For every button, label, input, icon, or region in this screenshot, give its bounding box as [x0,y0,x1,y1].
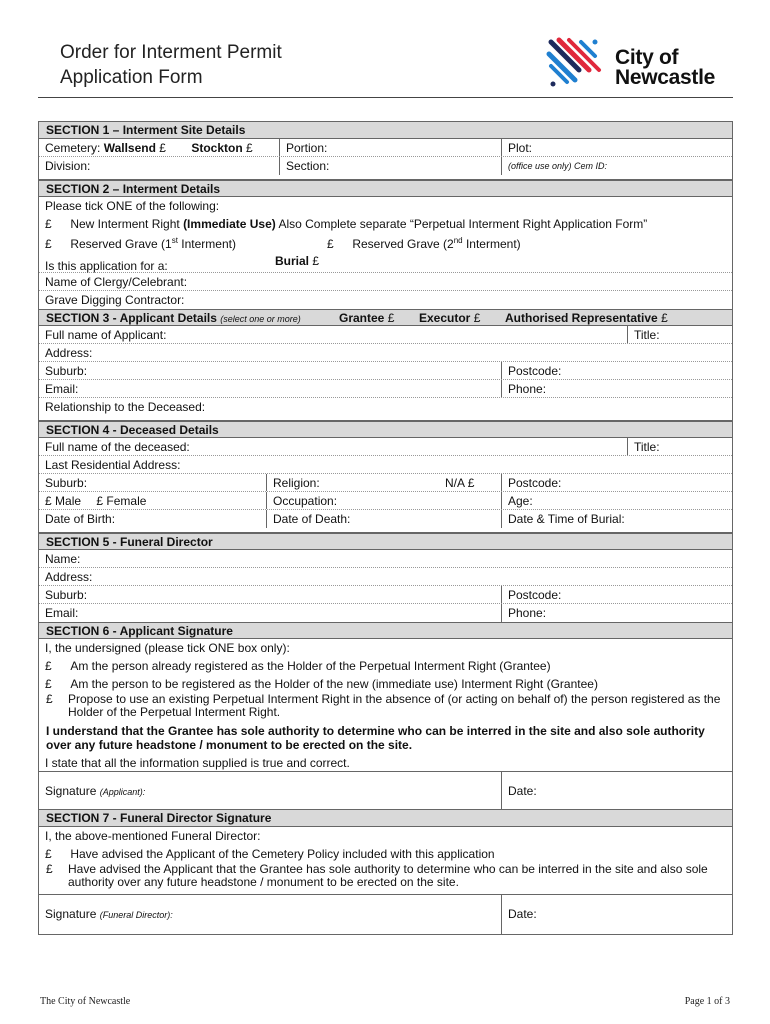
applicant-phone-field[interactable]: Phone: [501,380,734,397]
burial-time-field[interactable]: Date & Time of Burial: [501,510,734,528]
section-6-heading: SECTION 6 - Applicant Signature [39,622,732,639]
fd-suburb-row [39,586,732,604]
fd-phone-field[interactable]: Phone: [501,604,734,622]
fd-email-field[interactable]: Email: [45,606,79,620]
deceased-name-row [39,438,732,456]
reserved-2nd-checkbox[interactable]: £ [327,237,334,251]
applicant-title-field[interactable]: Title: [627,326,734,343]
s6-opt2-checkbox[interactable]: £ [45,677,52,691]
male-checkbox[interactable]: £ [45,494,52,508]
reserved-1st-checkbox[interactable]: £ [45,237,52,251]
deceased-title-field[interactable]: Title: [627,438,734,455]
fd-name-field[interactable]: Name: [39,550,732,568]
new-interment-option: £ New Interment Right (Immediate Use) Also Complete separate “Perpetual Interment Right Application Form” [45,217,648,231]
gender-field: £ Male £ Female [45,494,147,508]
relationship-field[interactable]: Relationship to the Deceased: [45,400,206,414]
cemetery-field: Cemetery: Wallsend £ Stockton £ [45,141,253,155]
page-title [60,40,282,90]
section-1-heading: SECTION 1 – Interment Site Details [39,122,732,139]
deceased-suburb-field[interactable]: Suburb: [45,476,88,490]
fd-signature-field[interactable]: Signature (Funeral Director): [45,907,173,921]
fd-email-row [39,604,732,622]
cem-id-field: (office use only) Cem ID: [501,157,734,175]
s6-opt1-checkbox[interactable]: £ [45,659,52,673]
applicant-signature-field[interactable]: Signature (Applicant): [45,784,146,798]
clergy-field[interactable]: Name of Clergy/Celebrant: [39,273,732,291]
applicant-address-field[interactable]: Address: [39,344,732,362]
applicant-name-field[interactable]: Full name of Applicant: [45,328,167,342]
applicant-email-row [39,380,732,398]
section-4-heading: SECTION 4 - Deceased Details [39,421,732,438]
section-field[interactable]: Section: [279,157,501,175]
s1-row-1 [39,139,732,157]
applicant-postcode-field[interactable]: Postcode: [501,362,734,379]
executor-checkbox[interactable]: £ [473,311,481,325]
logo-line-1: City of [615,46,679,69]
title-line-2: Application Form [60,67,203,88]
application-type-row: Is this application for a: Burial £ [39,255,732,273]
stockton-label: Stockton [191,141,243,155]
header-divider [38,97,733,98]
reserved-grave-options: £ Reserved Grave (1st Interment) £ Reserved Grave (2nd Interment) [39,233,732,255]
contractor-field[interactable]: Grave Digging Contractor: [45,293,185,307]
s7-opt1-checkbox[interactable]: £ [45,847,52,861]
portion-field[interactable]: Portion: [279,139,501,156]
age-field[interactable]: Age: [501,492,734,509]
religion-na-checkbox[interactable]: £ [467,476,475,490]
logo-mark-icon [545,36,607,92]
deceased-name-field[interactable]: Full name of the deceased: [45,440,190,454]
applicant-date-field[interactable]: Date: [501,772,734,809]
fd-postcode-field[interactable]: Postcode: [501,586,734,603]
deceased-suburb-row [39,474,732,492]
plot-field[interactable]: Plot: [501,139,734,156]
s7-option-1: £ Have advised the Applicant of the Cemetery Policy included with this application [45,847,495,861]
division-field[interactable]: Division: [45,159,91,173]
applicant-email-field[interactable]: Email: [45,382,79,396]
wallsend-label: Wallsend [103,141,156,155]
logo-text [615,48,715,88]
section-2-heading: SECTION 2 – Interment Details [39,180,732,197]
s6-option-3: £ Propose to use an existing Perpetual Interment Right in the absence of (or acting on behalf of) the person registered as the Holder of the Perpetual Interment Right. [46,692,721,719]
fd-address-field[interactable]: Address: [39,568,732,586]
applicant-name-row [39,326,732,344]
grantee-authority-statement: I understand that the Grantee has sole authority to determine who can be interred in the site and also sole authority over any future headstone / monument to be erected on the site. [46,724,705,752]
s7-option-2: £ Have advised the Applicant that the Grantee has sole authority to determine who can be interred in the site and also sole authority over any future headstone / monument to be erected on the site. [39,863,732,895]
gender-row [39,492,732,510]
applicant-signature-row [39,772,732,810]
logo-line-2: Newcastle [615,66,716,89]
application-form [38,121,733,935]
footer-organisation: The City of Newcastle [40,996,131,1007]
s6-option-1: £ Am the person already registered as the Holder of the Perpetual Interment Right (Grantee) [45,659,551,673]
section-3-heading: SECTION 3 - Applicant Details (select one or more) Grantee £ Executor £ Authorised Representative £ [39,309,732,326]
s6-intro: I, the undersigned (please tick ONE box only): [45,641,290,655]
applicant-suburb-row [39,362,732,380]
female-checkbox[interactable]: £ [96,494,104,508]
s6-opt3-checkbox[interactable]: £ [46,692,53,706]
last-address-field[interactable]: Last Residential Address: [39,456,732,474]
dod-field[interactable]: Date of Death: [266,510,501,528]
auth-rep-checkbox[interactable]: £ [661,311,668,325]
new-interment-checkbox[interactable]: £ [45,217,52,231]
city-of-newcastle-logo [545,36,735,92]
dob-field[interactable]: Date of Birth: [45,512,116,526]
grantee-checkbox[interactable]: £ [387,311,395,325]
occupation-field[interactable]: Occupation: [266,492,501,509]
religion-field[interactable]: Religion: N/A £ [266,474,501,491]
deceased-postcode-field[interactable]: Postcode: [501,474,734,491]
section-5-heading: SECTION 5 - Funeral Director [39,533,732,550]
section-7-heading: SECTION 7 - Funeral Director Signature [39,810,732,827]
s7-intro: I, the above-mentioned Funeral Director: [45,829,261,843]
tick-one-instruction: Please tick ONE of the following: [45,199,220,213]
fd-suburb-field[interactable]: Suburb: [45,588,88,602]
s6-option-2: £ Am the person to be registered as the Holder of the new (immediate use) Interment Right (Grantee) [45,677,598,691]
wallsend-checkbox[interactable]: £ [159,141,166,155]
burial-checkbox[interactable]: £ [312,254,320,268]
dates-row [39,510,732,528]
fd-signature-row [39,895,732,934]
footer-page-number: Page 1 of 3 [684,996,730,1007]
applicant-suburb-field[interactable]: Suburb: [45,364,88,378]
s7-opt2-checkbox[interactable]: £ [46,862,53,876]
burial-label: Burial [275,254,310,268]
title-line-1: Order for Interment Permit [60,42,282,63]
truth-statement: I state that all the information supplied is true and correct. [39,754,732,772]
s1-row-2 [39,157,732,175]
stockton-checkbox[interactable]: £ [246,141,253,155]
fd-date-field[interactable]: Date: [501,895,734,934]
